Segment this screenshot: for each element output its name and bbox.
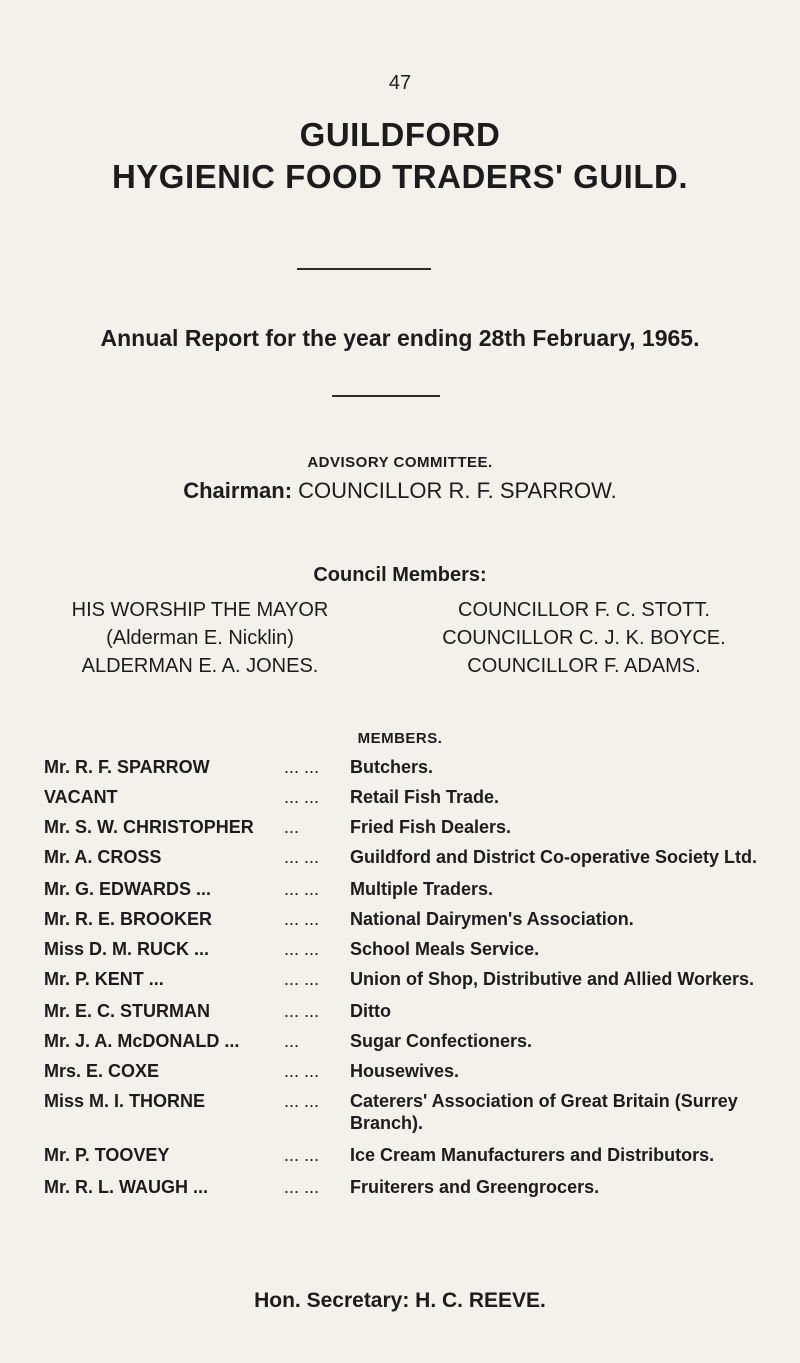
member-row: [44, 1030, 780, 1052]
member-dots: ... ...: [284, 939, 320, 959]
member-org: Sugar Confectioners.: [350, 1031, 533, 1051]
member-row: [44, 908, 780, 930]
member-name: Mr. E. C. STURMAN: [44, 1001, 211, 1021]
member-org: Housewives.: [350, 1061, 460, 1081]
member-name: Mr. J. A. McDONALD ...: [44, 1031, 240, 1051]
council-member: COUNCILLOR F. C. STOTT.: [458, 599, 710, 621]
page-number: 47: [388, 72, 412, 94]
member-dots: ... ...: [284, 1061, 320, 1081]
member-org: Fruiterers and Greengrocers.: [350, 1177, 600, 1197]
title-line-2: HYGIENIC FOOD TRADERS' GUILD.: [111, 158, 689, 195]
members-heading: MEMBERS.: [357, 730, 443, 747]
committee-heading: ADVISORY COMMITTEE.: [307, 454, 493, 471]
report-subtitle: Annual Report for the year ending 28th February, 1965.: [100, 325, 700, 351]
member-org: Retail Fish Trade.: [350, 787, 500, 807]
member-name: Mrs. E. COXE: [44, 1061, 160, 1081]
member-row: [44, 1144, 780, 1166]
member-row: [44, 1000, 780, 1022]
member-dots: ... ...: [284, 757, 320, 777]
member-row: [44, 846, 780, 868]
member-name: Mr. P. KENT ...: [44, 969, 164, 989]
member-dots: ... ...: [284, 1177, 320, 1197]
member-name: Miss M. I. THORNE: [44, 1091, 206, 1111]
member-org: Ice Cream Manufacturers and Distributors.: [350, 1145, 715, 1165]
member-org: School Meals Service.: [350, 939, 540, 959]
member-dots: ...: [284, 817, 300, 837]
member-row: [44, 1060, 780, 1082]
member-org: Ditto: [350, 1001, 391, 1021]
member-row: [44, 816, 780, 838]
member-row: [44, 968, 780, 990]
member-name: Mr. P. TOOVEY: [44, 1145, 170, 1165]
member-name: VACANT: [44, 787, 118, 807]
member-name: Mr. R. F. SPARROW: [44, 757, 210, 777]
council-member: (Alderman E. Nicklin): [106, 627, 294, 649]
chairman-line: [0, 478, 800, 504]
member-org: Multiple Traders.: [350, 879, 494, 899]
member-row: [44, 786, 780, 808]
chairman-name: COUNCILLOR R. F. SPARROW.: [298, 478, 617, 503]
member-dots: ... ...: [284, 879, 320, 899]
member-name: Mr. R. E. BROOKER: [44, 909, 213, 929]
member-row: [44, 1176, 780, 1198]
member-org: Union of Shop, Distributive and Allied Workers.: [350, 969, 755, 989]
member-org: Fried Fish Dealers.: [350, 817, 512, 837]
member-row: [44, 756, 780, 778]
council-members-right: [368, 596, 800, 680]
member-row: [44, 938, 780, 960]
hon-secretary: Hon. Secretary: H. C. REEVE.: [254, 1289, 546, 1312]
member-org: Guildford and District Co-operative Society Ltd.: [350, 847, 758, 867]
council-member: HIS WORSHIP THE MAYOR: [71, 599, 329, 621]
member-dots: ... ...: [284, 909, 320, 929]
council-members-heading: Council Members:: [313, 564, 487, 586]
divider-rule-2: [332, 395, 440, 397]
member-name: Miss D. M. RUCK ...: [44, 939, 210, 959]
member-org: National Dairymen's Association.: [350, 909, 634, 929]
council-member: COUNCILLOR F. ADAMS.: [467, 655, 701, 677]
member-org: Caterers' Association of Great Britain (Surrey Branch).: [350, 1091, 738, 1133]
member-row: [44, 878, 780, 900]
member-org: Butchers.: [350, 757, 434, 777]
member-name: Mr. S. W. CHRISTOPHER: [44, 817, 254, 837]
members-list: [44, 756, 780, 1198]
council-members-left: [0, 596, 400, 680]
member-row: [44, 1090, 780, 1134]
council-member: ALDERMAN E. A. JONES.: [81, 655, 319, 677]
member-name: Mr. A. CROSS: [44, 847, 162, 867]
member-dots: ...: [284, 1031, 300, 1051]
chairman-label: Chairman:: [183, 478, 293, 503]
member-dots: ... ...: [284, 1145, 320, 1165]
divider-rule-1: [297, 268, 431, 270]
member-dots: ... ...: [284, 969, 320, 989]
member-name: Mr. R. L. WAUGH ...: [44, 1177, 209, 1197]
member-dots: ... ...: [284, 787, 320, 807]
member-name: Mr. G. EDWARDS ...: [44, 879, 212, 899]
council-member: COUNCILLOR C. J. K. BOYCE.: [442, 627, 726, 649]
title-line-1: GUILDFORD: [299, 116, 501, 153]
member-dots: ... ...: [284, 1091, 320, 1111]
member-dots: ... ...: [284, 847, 320, 867]
member-dots: ... ...: [284, 1001, 320, 1021]
